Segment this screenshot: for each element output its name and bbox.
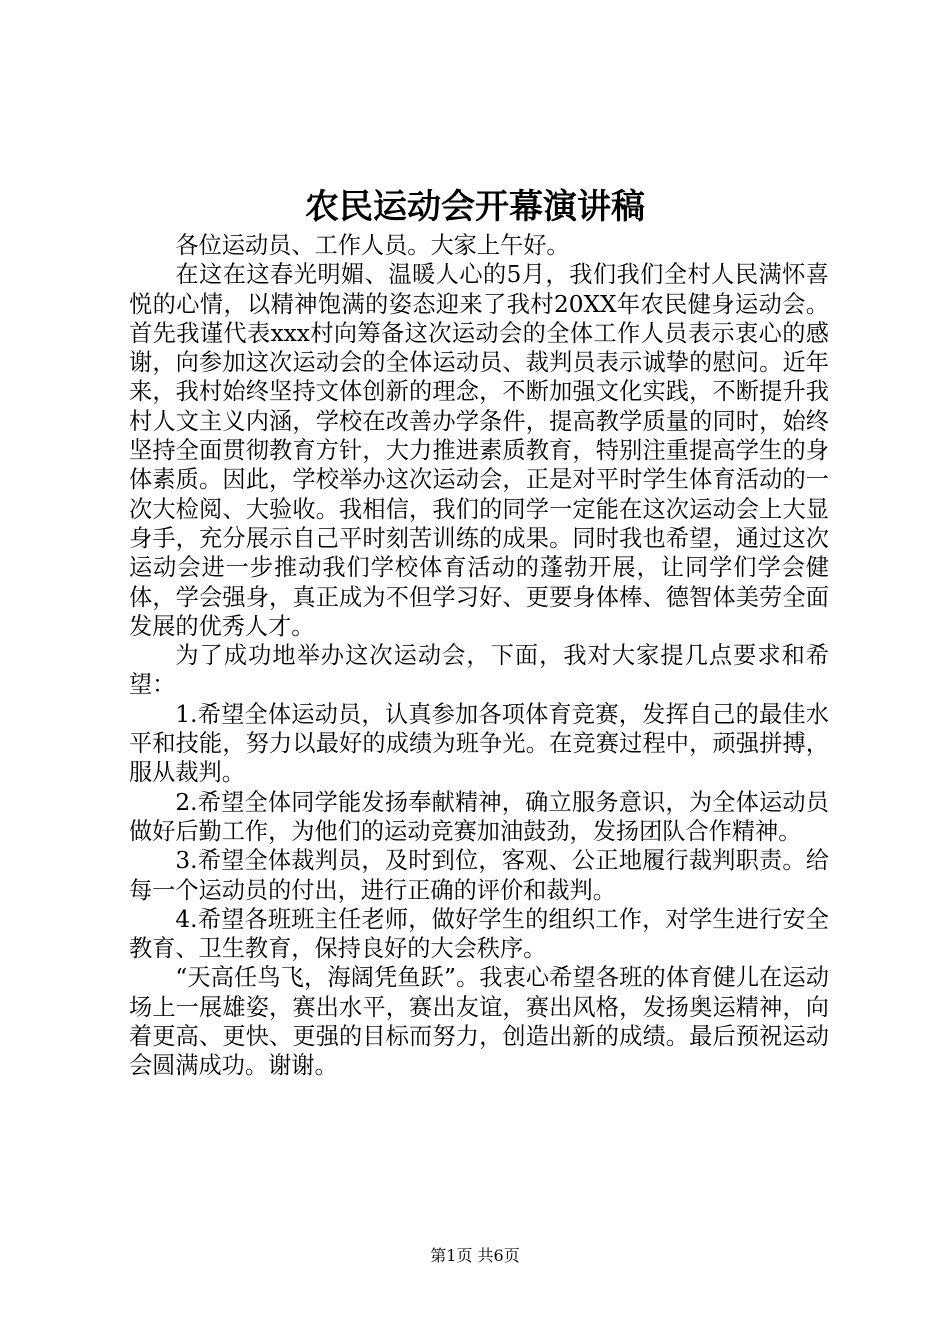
paragraph-closing: “天高任鸟飞，海阔凭鱼跃”。我衷心希望各班的体育健儿在运动场上一展雄姿，赛出水平，赛出友谊，赛出风格，发扬奥运精神，向着更高、更快、更强的目标而努力，创造出新的成绩。最后预祝运动会圆满成功。谢谢。 (129, 964, 829, 1080)
paragraph-requirement-3: 3.希望全体裁判员，及时到位，客观、公正地履行裁判职责。给每一个运动员的付出，进行正确的评价和裁判。 (129, 847, 829, 904)
document-body (129, 231, 829, 1081)
page-number-footer: 第1页 共6页 (430, 1246, 520, 1265)
document-title: 农民运动会开幕演讲稿 (305, 187, 645, 227)
paragraph-requirement-1: 1.希望全体运动员，认真参加各项体育竞赛，发挥自己的最佳水平和技能，努力以最好的成绩为班争光。在竞赛过程中，顽强拼搏，服从裁判。 (129, 700, 829, 787)
paragraph-requirement-2: 2.希望全体同学能发扬奉献精神，确立服务意识，为全体运动员做好后勤工作，为他们的运动竞赛加油鼓劲，发扬团队合作精神。 (129, 788, 829, 845)
paragraph-opening: 在这在这春光明媚、温暖人心的5月，我们我们全村人民满怀喜悦的心情，以精神饱满的姿态迎来了我村20XX年农民健身运动会。首先我谨代表xxx村向筹备这次运动会的全体工作人员表示衷心的感谢，向参加这次运动会的全体运动员、裁判员表示诚挚的慰问。近年来，我村始终坚持文体创新的理念，不断加强文化实践，不断提升我村人文主义内涵，学校在改善办学条件，提高教学质量的同时，始终坚持全面贯彻教育方针，大力推进素质教育，特别注重提高学生的身体素质。因此，学校举办这次运动会，正是对平时学生体育活动的一次大检阅、大验收。我相信，我们的同学一定能在这次运动会上大显身手，充分展示自己平时刻苦训练的成果。同时我也希望，通过这次运动会进一步推动我们学校体育活动的蓬勃开展，让同学们学会健体，学会强身，真正成为不但学习好、更要身体棒、德智体美劳全面发展的优秀人才。 (129, 261, 829, 640)
paragraph-greeting: 各位运动员、工作人员。大家上午好。 (175, 232, 570, 259)
paragraph-requirements-intro: 为了成功地举办这次运动会，下面，我对大家提几点要求和希望： (129, 642, 829, 699)
paragraph-requirement-4: 4.希望各班班主任老师，做好学生的组织工作，对学生进行安全教育、卫生教育，保持良好的大会秩序。 (129, 905, 829, 963)
